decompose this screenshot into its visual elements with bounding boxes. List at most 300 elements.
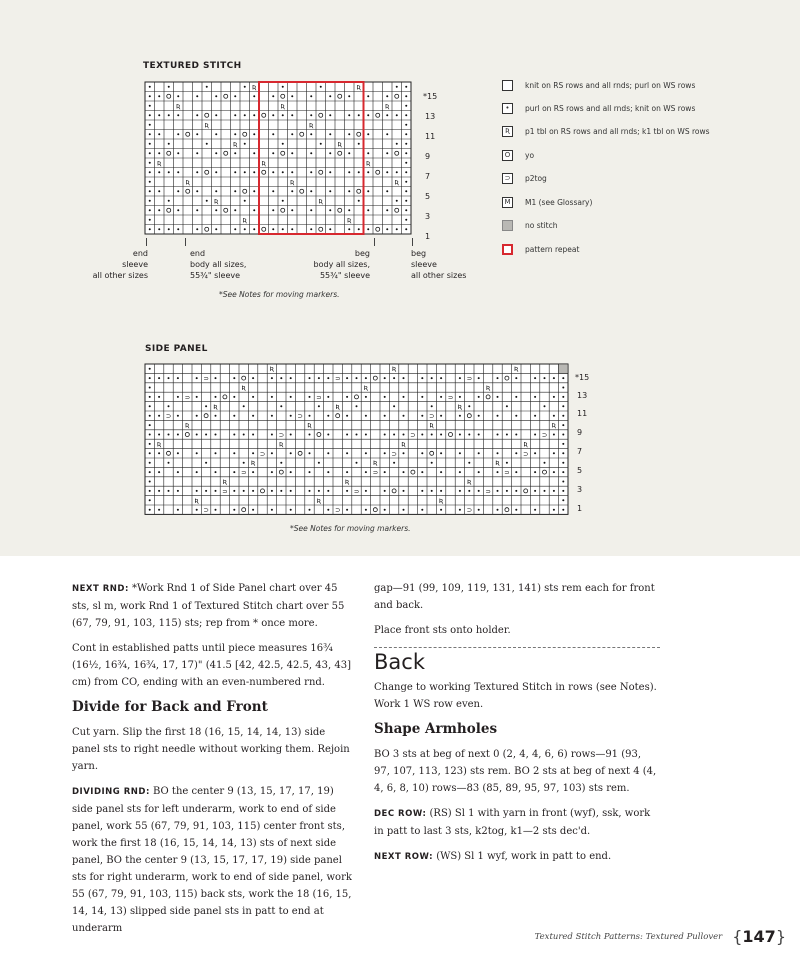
purl-stitch-mark	[459, 415, 461, 417]
purl-stitch-mark	[396, 171, 398, 173]
purl-stitch-mark	[291, 133, 293, 135]
purl-stitch-mark	[365, 396, 367, 398]
purl-stitch-mark	[421, 434, 423, 436]
purl-stitch-mark	[271, 471, 273, 473]
purl-stitch-mark	[384, 509, 386, 511]
p1tbl-stitch-mark: Ʀ	[457, 402, 463, 411]
purl-stitch-mark	[405, 133, 407, 135]
purl-stitch-mark	[196, 509, 198, 511]
purl-stitch-mark	[282, 86, 284, 88]
purl-stitch-mark	[215, 434, 217, 436]
purl-stitch-mark	[243, 405, 245, 407]
purl-stitch-mark	[149, 200, 151, 202]
purl-stitch-mark	[421, 509, 423, 511]
purl-stitch-mark	[403, 471, 405, 473]
p2tog-stitch-mark: ⊃	[391, 449, 397, 458]
purl-stitch-mark	[515, 471, 517, 473]
purl-stitch-mark	[405, 209, 407, 211]
purl-stitch-mark	[544, 490, 546, 492]
row-number: 11	[425, 132, 436, 141]
purl-stitch-mark	[393, 377, 395, 379]
purl-stitch-mark	[478, 490, 480, 492]
legend-purl: • purl on RS rows and all rnds; knit on WS rows	[502, 103, 695, 114]
tick-mark	[146, 238, 147, 246]
purl-stitch-mark	[393, 462, 395, 464]
purl-stitch-mark	[348, 133, 350, 135]
purl-stitch-mark	[515, 377, 517, 379]
p2tog-stitch-mark: ⊃	[334, 374, 341, 383]
purl-stitch-mark	[310, 133, 312, 135]
purl-stitch-mark	[318, 405, 320, 407]
legend-m1: M M1 (see Glossary)	[502, 197, 592, 208]
purl-stitch-mark	[149, 209, 151, 211]
purl-stitch-mark	[403, 396, 405, 398]
purl-stitch-mark	[149, 415, 151, 417]
purl-stitch-mark	[244, 86, 246, 88]
purl-stitch-mark	[196, 190, 198, 192]
purl-stitch-mark	[478, 452, 480, 454]
p2tog-stitch-mark: ⊃	[522, 449, 529, 458]
purl-stitch-mark	[562, 490, 564, 492]
purl-stitch-mark	[346, 377, 348, 379]
label-beg-sleeve: beg sleeve all other sizes	[411, 249, 467, 280]
purl-stitch-mark	[365, 509, 367, 511]
purl-stitch-mark	[252, 452, 254, 454]
purl-stitch-mark	[177, 190, 179, 192]
purl-stitch-mark	[233, 396, 235, 398]
purl-stitch-mark	[149, 387, 151, 389]
p1tbl-stitch-mark: Ʀ	[250, 459, 256, 468]
purl-dot-icon: •	[502, 103, 513, 114]
purl-stitch-mark	[329, 171, 331, 173]
p1tbl-stitch-mark: Ʀ	[335, 402, 340, 411]
purl-stitch-mark	[396, 114, 398, 116]
purl-stitch-mark	[149, 443, 151, 445]
tick-mark	[412, 238, 413, 246]
purl-stitch-mark	[196, 228, 198, 230]
purl-stitch-mark	[168, 143, 170, 145]
row-number: 9	[425, 152, 431, 161]
purl-stitch-mark	[205, 434, 207, 436]
purl-stitch-mark	[158, 133, 160, 135]
p2tog-stitch-mark: ⊃	[203, 506, 209, 515]
purl-stitch-mark	[356, 462, 358, 464]
purl-stitch-mark	[233, 471, 235, 473]
row-number: 3	[425, 212, 431, 221]
purl-stitch-mark	[478, 471, 480, 473]
purl-stitch-mark	[168, 200, 170, 202]
purl-stitch-mark	[562, 443, 564, 445]
purl-stitch-mark	[149, 462, 151, 464]
p1tbl-stitch-mark: Ʀ	[438, 496, 444, 505]
purl-stitch-mark	[252, 471, 254, 473]
purl-stitch-mark	[478, 434, 480, 436]
purl-stitch-mark	[346, 415, 348, 417]
purl-stitch-mark	[280, 405, 282, 407]
label-end-sleeve: end sleeve all other sizes	[92, 249, 148, 280]
legend-p1tbl: Ʀ p1 tbl on RS rows and all rnds; k1 tbl on WS rows	[502, 126, 710, 137]
purl-stitch-mark	[158, 152, 160, 154]
purl-stitch-mark	[562, 387, 564, 389]
p1tbl-stitch-mark: Ʀ	[356, 83, 362, 92]
p1tbl-stitch-mark: Ʀ	[232, 140, 238, 149]
purl-stitch-mark	[386, 209, 388, 211]
p2tog-stitch-mark: ⊃	[353, 487, 360, 496]
purl-stitch-mark	[440, 377, 442, 379]
row-number: 5	[425, 192, 431, 201]
p2tog-stitch-mark: ⊃	[485, 487, 491, 496]
purl-stitch-mark	[534, 471, 536, 473]
purl-stitch-mark	[252, 434, 254, 436]
side-panel-chart	[145, 364, 568, 514]
purl-stitch-mark	[243, 490, 245, 492]
p1tbl-stitch-mark: Ʀ	[401, 440, 406, 449]
p1tbl-stitch-mark: Ʀ	[384, 102, 390, 111]
purl-stitch-mark	[158, 452, 160, 454]
purl-stitch-mark	[149, 434, 151, 436]
purl-stitch-mark	[149, 162, 151, 164]
p2tog-stitch-mark: ⊃	[372, 468, 379, 477]
purl-stitch-mark	[234, 114, 236, 116]
purl-stitch-mark	[562, 499, 564, 501]
p1tbl-stitch-mark: Ʀ	[363, 384, 369, 392]
p1tbl-stitch-mark: Ʀ	[337, 140, 343, 149]
p2tog-stitch-mark: ⊃	[466, 506, 473, 515]
p2tog-stitch-mark: ⊃	[240, 468, 247, 477]
p2tog-stitch-mark: ⊃	[334, 506, 341, 515]
purl-stitch-mark	[158, 209, 160, 211]
purl-stitch-mark	[327, 490, 329, 492]
purl-stitch-mark	[515, 434, 517, 436]
purl-stitch-mark	[243, 462, 245, 464]
purl-stitch-mark	[346, 396, 348, 398]
purl-stitch-mark	[329, 114, 331, 116]
purl-stitch-mark	[403, 490, 405, 492]
dividing-paragraph: DIVIDING RND: BO the center 9 (13, 15, 17, 17, 19) side panel sts for left underarm, work to end of side panel, work 55 (67, 79, 91, 103, 115) center front sts, work the first 18 (16, 15, 14, 14, 13) sts of next side panel, BO the center 9 (13, 15, 17, 17, 19) side panel sts for right underarm, work to end of side panel, work 55 (67, 79, 91, 103, 115) back sts, work the 18 (16, 15, 14, 14, 13) slipped side panel sts in patt to end at underarm	[72, 786, 352, 934]
purl-stitch-mark	[506, 405, 508, 407]
purl-stitch-mark	[405, 86, 407, 88]
purl-stitch-mark	[384, 471, 386, 473]
bo-paragraph: BO 3 sts at beg of next 0 (2, 4, 4, 6, 6) rows—91 (93, 97, 107, 113, 123) sts rem. BO 2 sts at beg of next 4 (4, 4, 6, 8, 10) rows—83 (85, 89, 95, 97, 103) sts rem.	[374, 749, 657, 794]
purl-stitch-mark	[196, 95, 198, 97]
purl-stitch-mark	[233, 377, 235, 379]
purl-stitch-mark	[215, 490, 217, 492]
purl-stitch-mark	[272, 171, 274, 173]
purl-stitch-mark	[318, 377, 320, 379]
purl-stitch-mark	[358, 200, 360, 202]
purl-stitch-mark	[506, 434, 508, 436]
purl-stitch-mark	[386, 228, 388, 230]
purl-stitch-mark	[196, 133, 198, 135]
purl-stitch-mark	[356, 434, 358, 436]
purl-stitch-mark	[459, 434, 461, 436]
purl-stitch-mark	[405, 219, 407, 221]
p2tog-stitch-mark: ⊃	[410, 431, 416, 439]
purl-stitch-mark	[346, 509, 348, 511]
p1tbl-stitch-mark: Ʀ	[289, 178, 295, 187]
purl-stitch-mark	[196, 171, 198, 173]
purl-stitch-mark	[271, 509, 273, 511]
label-beg-body: beg body all sizes, 55¾" sleeve	[313, 249, 370, 280]
purl-stitch-mark	[497, 452, 499, 454]
purl-stitch-mark	[177, 509, 179, 511]
dec-row-paragraph: DEC ROW: (RS) Sl 1 with yarn in front (wyf), ssk, work in patt to last 3 sts, k2tog, k1—2 sts dec'd.	[374, 808, 651, 837]
purl-stitch-mark	[244, 200, 246, 202]
purl-stitch-mark	[384, 452, 386, 454]
purl-stitch-mark	[440, 434, 442, 436]
purl-stitch-mark	[177, 471, 179, 473]
purl-stitch-mark	[534, 509, 536, 511]
right-brace-ornament: }	[775, 927, 786, 946]
purl-stitch-mark	[562, 509, 564, 511]
purl-stitch-mark	[253, 209, 255, 211]
p1tbl-stitch-mark: Ʀ	[485, 384, 491, 392]
legend-yo: O yo	[502, 150, 534, 161]
purl-stitch-mark	[329, 152, 331, 154]
purl-stitch-mark	[553, 377, 555, 379]
purl-stitch-mark	[421, 396, 423, 398]
purl-stitch-mark	[158, 377, 160, 379]
purl-stitch-mark	[468, 405, 470, 407]
gap-paragraph: gap—91 (99, 109, 119, 131, 141) sts rem each for front and back.	[374, 583, 655, 611]
row-number: 11	[577, 409, 588, 418]
purl-stitch-mark	[206, 86, 208, 88]
purl-stitch-mark	[253, 152, 255, 154]
purl-stitch-mark	[553, 434, 555, 436]
purl-stitch-mark	[367, 95, 369, 97]
purl-stitch-mark	[205, 490, 207, 492]
label-end-body: end body all sizes, 55¾" sleeve	[190, 249, 247, 280]
row-number: 1	[577, 504, 583, 513]
purl-stitch-mark	[149, 124, 151, 126]
purl-stitch-mark	[290, 415, 292, 417]
purl-stitch-mark	[405, 228, 407, 230]
row-number: 13	[425, 112, 436, 121]
purl-stitch-mark	[367, 114, 369, 116]
purl-stitch-mark	[562, 415, 564, 417]
purl-stitch-mark	[149, 228, 151, 230]
purl-stitch-mark	[356, 377, 358, 379]
purl-stitch-mark	[215, 377, 217, 379]
divide-heading: Divide for Back and Front	[72, 699, 268, 715]
purl-stitch-mark	[215, 415, 217, 417]
p1tbl-stitch-mark: Ʀ	[269, 365, 275, 374]
purl-stitch-mark	[290, 452, 292, 454]
row-number: 5	[577, 466, 583, 475]
purl-stitch-mark	[459, 377, 461, 379]
purl-stitch-mark	[309, 509, 311, 511]
purl-stitch-mark	[233, 415, 235, 417]
purl-stitch-mark	[327, 396, 329, 398]
purl-stitch-mark	[272, 114, 274, 116]
purl-stitch-mark	[367, 190, 369, 192]
purl-stitch-mark	[478, 396, 480, 398]
purl-stitch-mark	[253, 228, 255, 230]
purl-stitch-mark	[272, 209, 274, 211]
purl-stitch-mark	[309, 490, 311, 492]
p1tbl-stitch-mark: Ʀ	[194, 496, 199, 505]
purl-stitch-mark	[158, 228, 160, 230]
p1tbl-stitch-mark: Ʀ	[308, 121, 314, 130]
purl-stitch-mark	[384, 490, 386, 492]
purl-stitch-mark	[403, 509, 405, 511]
p1tbl-stitch-mark: Ʀ	[204, 121, 210, 130]
purl-stitch-mark	[196, 114, 198, 116]
purl-stitch-mark	[440, 490, 442, 492]
purl-stitch-mark	[562, 424, 564, 426]
purl-stitch-mark	[393, 434, 395, 436]
purl-stitch-mark	[149, 377, 151, 379]
purl-stitch-mark	[177, 228, 179, 230]
purl-stitch-mark	[562, 377, 564, 379]
purl-stitch-mark	[272, 152, 274, 154]
purl-stitch-mark	[168, 171, 170, 173]
purl-stitch-mark	[562, 471, 564, 473]
yo-icon: O	[502, 150, 513, 161]
p2tog-stitch-mark: ⊃	[428, 412, 435, 421]
p2tog-stitch-mark: ⊃	[165, 412, 172, 421]
purl-stitch-mark	[365, 452, 367, 454]
purl-stitch-mark	[534, 452, 536, 454]
purl-stitch-mark	[196, 415, 198, 417]
purl-stitch-mark	[271, 490, 273, 492]
purl-stitch-mark	[234, 228, 236, 230]
purl-stitch-mark	[252, 415, 254, 417]
purl-stitch-mark	[309, 471, 311, 473]
purl-stitch-mark	[177, 396, 179, 398]
purl-stitch-mark	[562, 434, 564, 436]
purl-stitch-mark	[215, 471, 217, 473]
purl-stitch-mark	[158, 396, 160, 398]
purl-stitch-mark	[215, 509, 217, 511]
purl-stitch-mark	[327, 434, 329, 436]
purl-stitch-mark	[149, 405, 151, 407]
purl-stitch-mark	[534, 434, 536, 436]
p1tbl-stitch-mark: Ʀ	[346, 216, 352, 225]
p1tbl-stitch-mark: Ʀ	[514, 365, 519, 374]
purl-stitch-mark	[327, 452, 329, 454]
purl-stitch-mark	[177, 152, 179, 154]
purl-stitch-mark	[421, 452, 423, 454]
purl-stitch-mark	[168, 434, 170, 436]
purl-stitch-mark	[365, 434, 367, 436]
purl-stitch-mark	[215, 171, 217, 173]
p1tbl-stitch-mark: Ʀ	[251, 83, 257, 92]
purl-stitch-mark	[515, 490, 517, 492]
legend-no-stitch: no stitch	[502, 220, 557, 231]
purl-stitch-mark	[386, 133, 388, 135]
p1tbl-stitch-mark: Ʀ	[279, 440, 284, 449]
purl-stitch-mark	[365, 415, 367, 417]
purl-stitch-mark	[367, 209, 369, 211]
purl-stitch-mark	[291, 171, 293, 173]
purl-stitch-mark	[149, 143, 151, 145]
purl-stitch-mark	[327, 471, 329, 473]
purl-stitch-mark	[177, 171, 179, 173]
purl-stitch-mark	[562, 452, 564, 454]
p1tbl-stitch-mark: Ʀ	[242, 216, 248, 225]
purl-stitch-mark	[309, 415, 311, 417]
purl-stitch-mark	[405, 162, 407, 164]
purl-stitch-mark	[282, 228, 284, 230]
tick-mark	[374, 238, 375, 246]
purl-stitch-mark	[468, 490, 470, 492]
purl-stitch-mark	[272, 190, 274, 192]
purl-stitch-mark	[149, 114, 151, 116]
purl-stitch-mark	[405, 181, 407, 183]
purl-stitch-mark	[468, 462, 470, 464]
left-column	[72, 580, 356, 945]
purl-stitch-mark	[506, 462, 508, 464]
pattern-repeat-icon	[502, 244, 513, 255]
purl-stitch-mark	[177, 114, 179, 116]
purl-stitch-mark	[358, 171, 360, 173]
purl-stitch-mark	[468, 434, 470, 436]
purl-stitch-mark	[252, 490, 254, 492]
purl-stitch-mark	[431, 462, 433, 464]
purl-stitch-mark	[177, 452, 179, 454]
purl-stitch-mark	[515, 396, 517, 398]
p1tbl-stitch-mark: Ʀ	[318, 197, 324, 206]
purl-stitch-mark	[253, 190, 255, 192]
purl-stitch-mark	[506, 490, 508, 492]
purl-stitch-mark	[196, 377, 198, 379]
purl-stitch-mark	[234, 95, 236, 97]
change-paragraph: Change to working Textured Stitch in rows (see Notes). Work 1 WS row even.	[374, 682, 657, 710]
purl-stitch-mark	[158, 509, 160, 511]
purl-stitch-mark	[177, 133, 179, 135]
purl-stitch-mark	[327, 509, 329, 511]
purl-stitch-mark	[206, 143, 208, 145]
purl-stitch-mark	[562, 462, 564, 464]
purl-stitch-mark	[440, 396, 442, 398]
row-number: 3	[577, 485, 583, 494]
purl-stitch-mark	[291, 190, 293, 192]
purl-stitch-mark	[149, 499, 151, 501]
purl-stitch-mark	[149, 509, 151, 511]
purl-stitch-mark	[244, 171, 246, 173]
purl-stitch-mark	[149, 190, 151, 192]
purl-stitch-mark	[405, 152, 407, 154]
page-number: 147	[742, 927, 776, 946]
p2tog-stitch-mark: ⊃	[466, 374, 473, 383]
purl-stitch-mark	[196, 452, 198, 454]
purl-stitch-mark	[252, 377, 254, 379]
purl-stitch-mark	[478, 509, 480, 511]
purl-stitch-mark	[282, 171, 284, 173]
purl-stitch-mark	[348, 114, 350, 116]
purl-stitch-mark	[149, 95, 151, 97]
p1tbl-stitch-mark: Ʀ	[495, 459, 500, 468]
purl-stitch-mark	[348, 171, 350, 173]
p2tog-stitch-mark: ⊃	[447, 393, 454, 402]
purl-stitch-mark	[459, 471, 461, 473]
row-number: 13	[577, 391, 588, 400]
purl-stitch-mark	[310, 95, 312, 97]
purl-stitch-mark	[168, 377, 170, 379]
purl-stitch-mark	[234, 152, 236, 154]
purl-stitch-mark	[497, 509, 499, 511]
purl-stitch-mark	[158, 434, 160, 436]
purl-stitch-mark	[149, 481, 151, 483]
purl-stitch-mark	[405, 190, 407, 192]
purl-stitch-mark	[149, 105, 151, 107]
purl-stitch-mark	[329, 228, 331, 230]
purl-stitch-mark	[149, 490, 151, 492]
purl-stitch-mark	[421, 377, 423, 379]
textured-stitch-chart	[145, 82, 411, 234]
purl-stitch-mark	[403, 452, 405, 454]
